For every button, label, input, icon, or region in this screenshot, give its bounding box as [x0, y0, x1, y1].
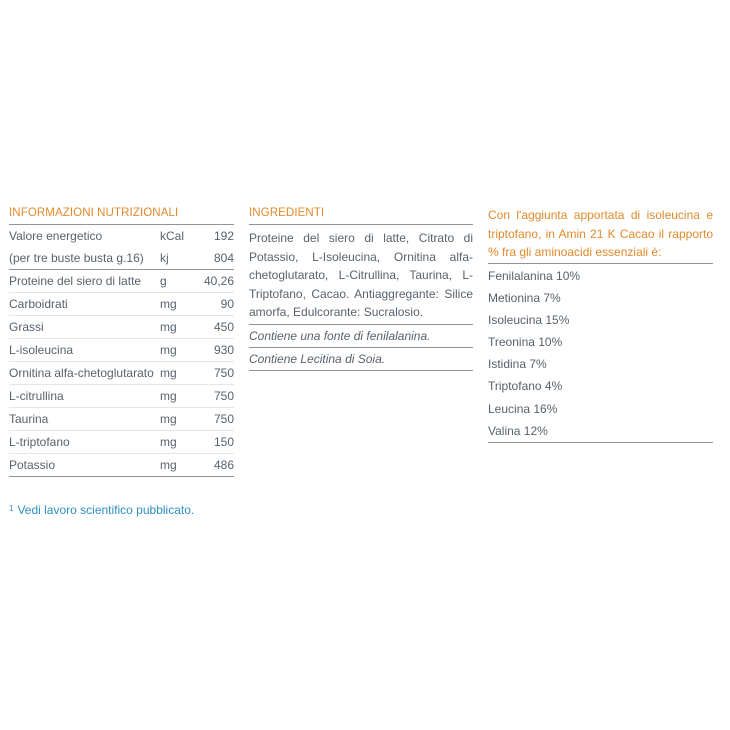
- ingredients-title: INGREDIENTI: [249, 206, 473, 225]
- table-row: [9, 431, 234, 454]
- row-name: Grassi: [9, 320, 44, 334]
- table-row: [9, 225, 234, 247]
- row-unit: kCal: [160, 229, 185, 243]
- row-name: Carboidrati: [9, 297, 68, 311]
- ingredients-note-soy: Contiene Lecitina di Soia.: [249, 348, 473, 371]
- table-row: [9, 385, 234, 408]
- ingredients-section: [249, 206, 473, 371]
- row-name: L-triptofano: [9, 435, 70, 449]
- row-value: 150: [213, 435, 234, 449]
- row-name: L-isoleucina: [9, 343, 74, 357]
- row-value: 930: [213, 343, 234, 357]
- row-name: Ornitina alfa-chetoglutarato: [9, 366, 154, 380]
- row-unit: mg: [160, 320, 177, 334]
- row-name: Taurina: [9, 412, 49, 426]
- list-item: Leucina 16%: [488, 401, 558, 416]
- row-unit: mg: [160, 412, 177, 426]
- table-row: [9, 362, 234, 385]
- nutrition-table: [9, 206, 234, 477]
- list-item: Treonina 10%: [488, 335, 563, 350]
- table-row: [9, 454, 234, 477]
- row-unit: kj: [160, 251, 169, 265]
- list-item: Valina 12%: [488, 423, 548, 438]
- row-unit: mg: [160, 343, 177, 357]
- row-value: 40,26: [203, 274, 234, 288]
- list-item: Isoleucina 15%: [488, 312, 570, 327]
- row-name: Potassio: [9, 458, 56, 472]
- table-row: [9, 316, 234, 339]
- table-row: [9, 270, 234, 293]
- row-value: 450: [213, 320, 234, 334]
- footnote: [9, 503, 194, 517]
- nutrition-title: INFORMAZIONI NUTRIZIONALI: [9, 206, 234, 225]
- list-item: Istidina 7%: [488, 357, 547, 372]
- table-row: [9, 339, 234, 362]
- list-item: Metionina 7%: [488, 290, 561, 305]
- row-unit: g: [160, 274, 167, 288]
- aminoacids-section: [488, 206, 713, 443]
- row-value: 750: [213, 366, 234, 380]
- list-item: Triptofano 4%: [488, 379, 563, 394]
- row-value: 486: [213, 458, 234, 472]
- ingredients-text: Proteine del siero di latte, Citrato di Potassio, L-Isoleucina, Ornitina alfa-chetoglutarato, L-Citrullina, Taurina, L-Triptofano, Cacao. Antiaggregante: Silice amorfa, Edulcorante: Sucralosio.: [249, 225, 473, 325]
- row-name: L-citrullina: [9, 389, 64, 403]
- row-value: 750: [213, 412, 234, 426]
- row-value: 192: [213, 229, 234, 243]
- row-name: Valore energetico: [9, 229, 103, 243]
- list-item: Fenilalanina 10%: [488, 268, 581, 283]
- row-unit: mg: [160, 389, 177, 403]
- row-value: 750: [213, 389, 234, 403]
- table-row: [9, 247, 234, 270]
- footnote-marker: 1: [9, 504, 14, 513]
- ingredients-note-phenylalanine: Contiene una fonte di fenilalanina.: [249, 325, 473, 348]
- aminoacids-intro: Con l'aggiunta apportata di isoleucina e triptofano, in Amin 21 K Cacao il rapporto % fra gli aminoacidi essenziali è:: [488, 206, 713, 264]
- table-row: [9, 408, 234, 431]
- row-value: 804: [213, 251, 234, 265]
- row-unit: mg: [160, 458, 177, 472]
- row-value: 90: [220, 297, 234, 311]
- row-unit: mg: [160, 297, 177, 311]
- row-unit: mg: [160, 366, 177, 380]
- row-name: (per tre buste busta g.16): [9, 251, 144, 265]
- footnote-text: Vedi lavoro scientifico pubblicato.: [17, 503, 195, 517]
- row-unit: mg: [160, 435, 177, 449]
- row-name: Proteine del siero di latte: [9, 274, 142, 288]
- table-row: [9, 293, 234, 316]
- aminoacids-list: [488, 264, 713, 444]
